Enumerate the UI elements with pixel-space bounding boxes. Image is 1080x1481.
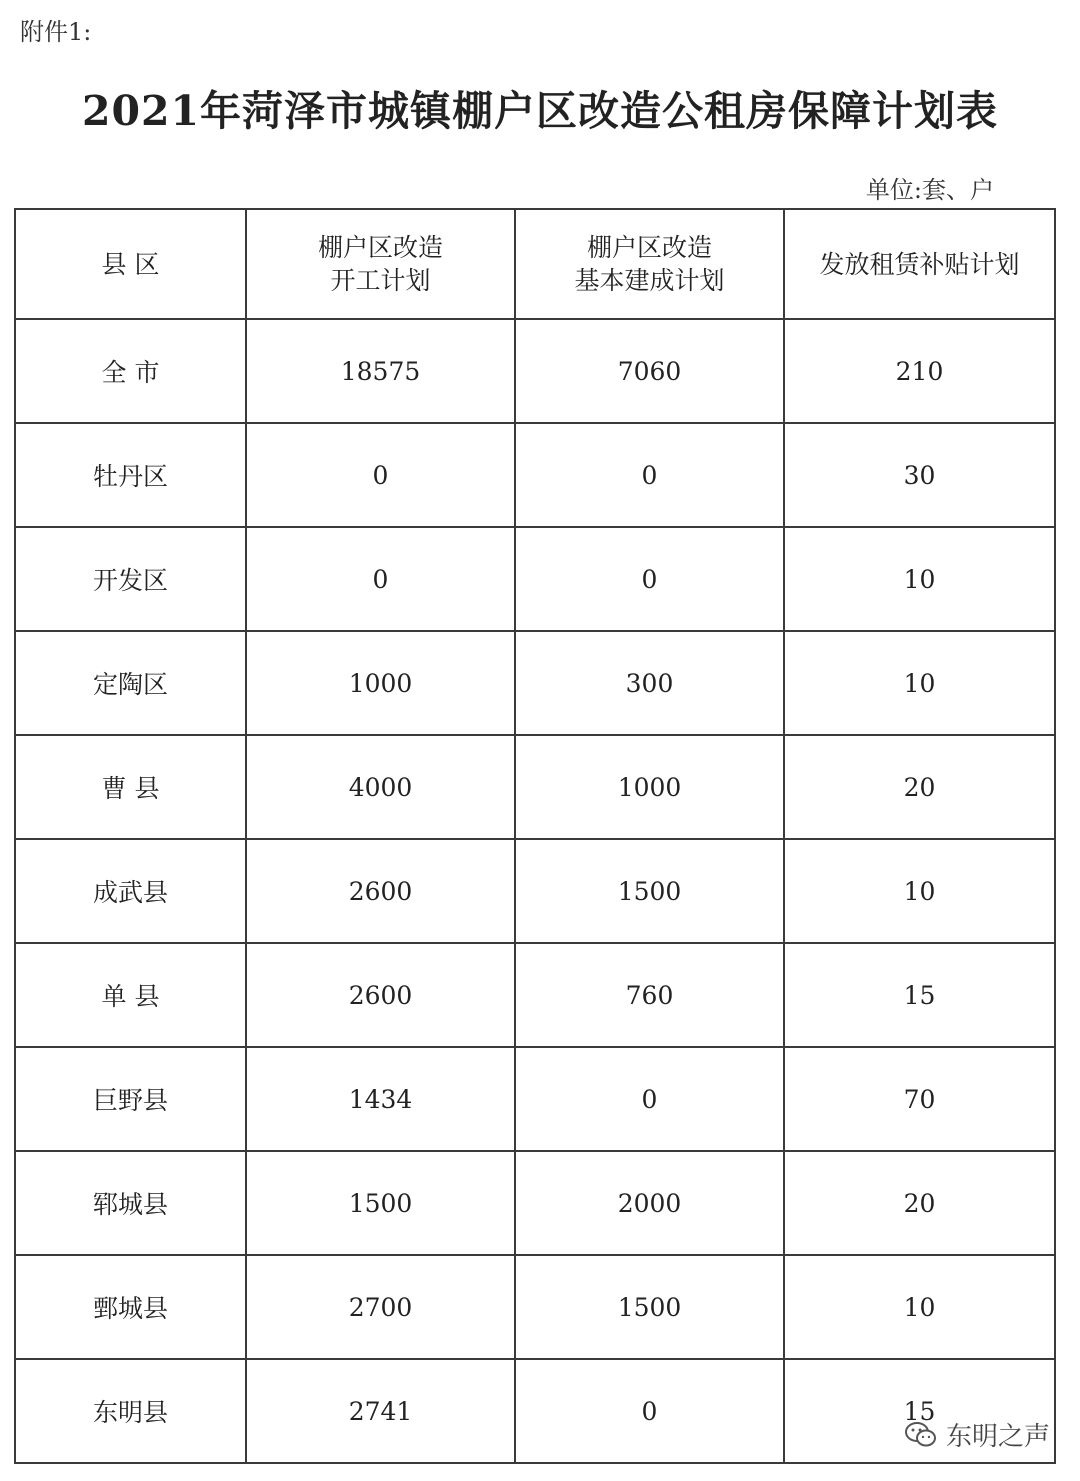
county-cell: 曹 县 <box>15 735 246 839</box>
county-cell: 成武县 <box>15 839 246 943</box>
column-header-complete-plan: 棚户区改造 基本建成计划 <box>515 209 784 319</box>
complete-plan-cell: 1000 <box>515 735 784 839</box>
county-cell: 郓城县 <box>15 1151 246 1255</box>
complete-plan-cell: 0 <box>515 1047 784 1151</box>
subsidy-plan-cell: 10 <box>784 527 1055 631</box>
column-header-county: 县 区 <box>15 209 246 319</box>
subsidy-plan-cell: 10 <box>784 1255 1055 1359</box>
table-row <box>15 1359 1055 1463</box>
subsidy-plan-cell: 15 <box>784 1359 1055 1463</box>
county-cell: 单 县 <box>15 943 246 1047</box>
start-plan-cell: 1500 <box>246 1151 515 1255</box>
county-cell: 定陶区 <box>15 631 246 735</box>
complete-plan-cell: 760 <box>515 943 784 1047</box>
subsidy-plan-cell: 20 <box>784 735 1055 839</box>
subsidy-plan-cell: 15 <box>784 943 1055 1047</box>
table-row <box>15 631 1055 735</box>
table-row <box>15 527 1055 631</box>
start-plan-cell: 2741 <box>246 1359 515 1463</box>
complete-plan-cell: 2000 <box>515 1151 784 1255</box>
complete-plan-cell: 0 <box>515 527 784 631</box>
complete-plan-cell: 7060 <box>515 319 784 423</box>
county-cell: 开发区 <box>15 527 246 631</box>
table-header-row <box>15 209 1055 319</box>
subsidy-plan-cell: 20 <box>784 1151 1055 1255</box>
table-row <box>15 423 1055 527</box>
page-title: 2021年菏泽市城镇棚户区改造公租房保障计划表 <box>81 87 999 135</box>
complete-plan-cell: 1500 <box>515 839 784 943</box>
table-row <box>15 1255 1055 1359</box>
subsidy-plan-cell: 30 <box>784 423 1055 527</box>
complete-plan-cell: 1500 <box>515 1255 784 1359</box>
subsidy-plan-cell: 210 <box>784 319 1055 423</box>
start-plan-cell: 2700 <box>246 1255 515 1359</box>
column-header-start-plan: 棚户区改造 开工计划 <box>246 209 515 319</box>
start-plan-cell: 4000 <box>246 735 515 839</box>
unit-label: 单位:套、户 <box>865 176 994 204</box>
county-cell: 全 市 <box>15 319 246 423</box>
wechat-icon <box>904 1420 938 1450</box>
start-plan-cell: 18575 <box>246 319 515 423</box>
subsidy-plan-cell: 70 <box>784 1047 1055 1151</box>
table-row <box>15 319 1055 423</box>
county-cell: 牡丹区 <box>15 423 246 527</box>
start-plan-cell: 1000 <box>246 631 515 735</box>
table-row <box>15 943 1055 1047</box>
table-row <box>15 1047 1055 1151</box>
column-header-subsidy-plan: 发放租赁补贴计划 <box>784 209 1055 319</box>
complete-plan-cell: 0 <box>515 423 784 527</box>
complete-plan-cell: 0 <box>515 1359 784 1463</box>
table-row <box>15 1151 1055 1255</box>
county-cell: 巨野县 <box>15 1047 246 1151</box>
table-row <box>15 839 1055 943</box>
start-plan-cell: 2600 <box>246 839 515 943</box>
start-plan-cell: 2600 <box>246 943 515 1047</box>
plan-table <box>14 208 1056 1464</box>
start-plan-cell: 0 <box>246 423 515 527</box>
start-plan-cell: 0 <box>246 527 515 631</box>
county-cell: 鄄城县 <box>15 1255 246 1359</box>
table-row <box>15 735 1055 839</box>
start-plan-cell: 1434 <box>246 1047 515 1151</box>
complete-plan-cell: 300 <box>515 631 784 735</box>
watermark <box>904 1416 1050 1453</box>
watermark-text: 东明之声 <box>945 1422 1050 1452</box>
subsidy-plan-cell: 10 <box>784 631 1055 735</box>
county-cell: 东明县 <box>15 1359 246 1463</box>
subsidy-plan-cell: 10 <box>784 839 1055 943</box>
attachment-label: 附件1: <box>20 18 92 46</box>
